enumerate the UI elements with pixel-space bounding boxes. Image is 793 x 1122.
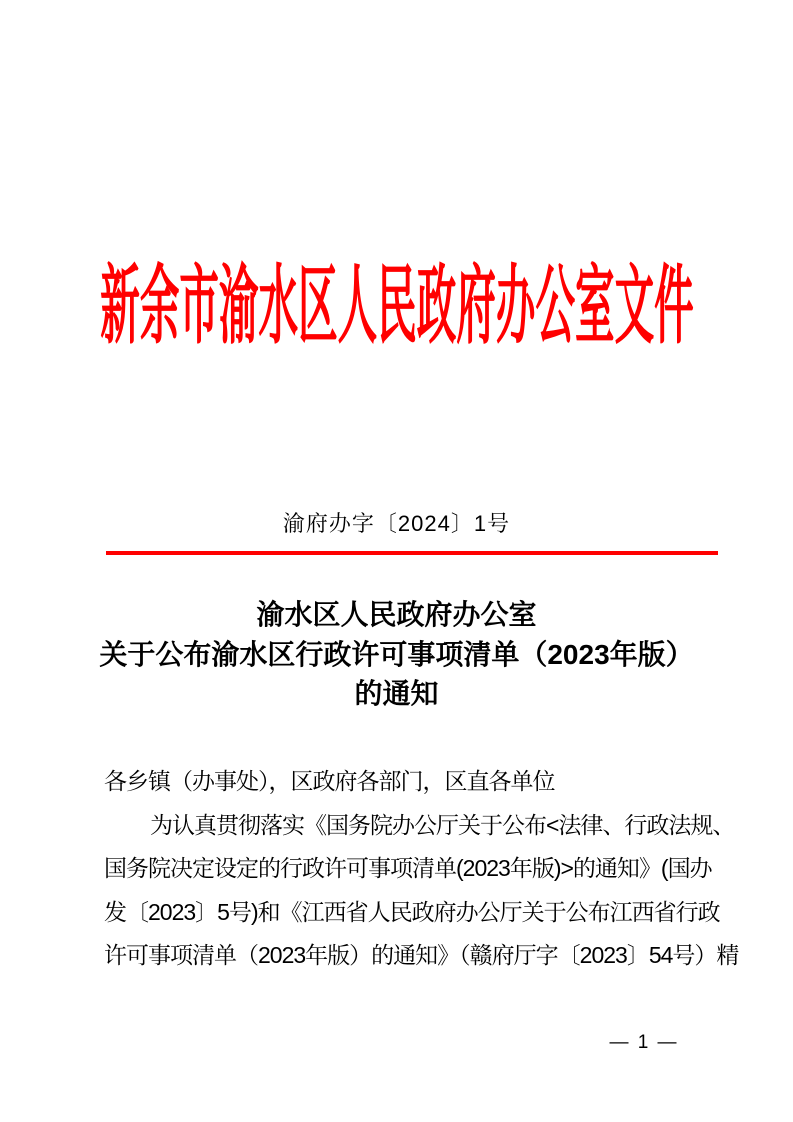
paragraph-line-3: 发〔2023〕5号)和《江西省人民政府办公厅关于公布江西省行政 — [104, 898, 720, 925]
document-header-banner — [0, 256, 793, 356]
page-number: — 1 — — [609, 1032, 679, 1053]
red-divider-line — [106, 551, 718, 555]
issuing-authority-banner-text: 新余市渝水区人民政府办公室文件 — [99, 258, 694, 354]
document-title-line-3: 的通知 — [354, 678, 439, 709]
document-title-line-1: 渝水区人民政府办公室 — [256, 599, 537, 630]
document-number: 渝府办字〔2024〕1号 — [282, 511, 511, 536]
document-title — [0, 595, 793, 714]
salutation-line: 各乡镇（办事处），区政府各部门，区直各单位 — [104, 768, 555, 794]
document-body — [104, 760, 739, 978]
paragraph-line-4: 许可事项清单（2023年版）的通知》（赣府厅字〔2023〕54号）精 — [104, 942, 739, 968]
paragraph-line-1: 为认真贯彻落实《国务院办公厅关于公布<法律、行政法规、 — [150, 811, 735, 838]
paragraph-line-2: 国务院决定设定的行政许可事项清单(2023年版)>的通知》(国办 — [104, 855, 712, 881]
document-title-line-2: 关于公布渝水区行政许可事项清单（2023年版） — [99, 638, 694, 670]
